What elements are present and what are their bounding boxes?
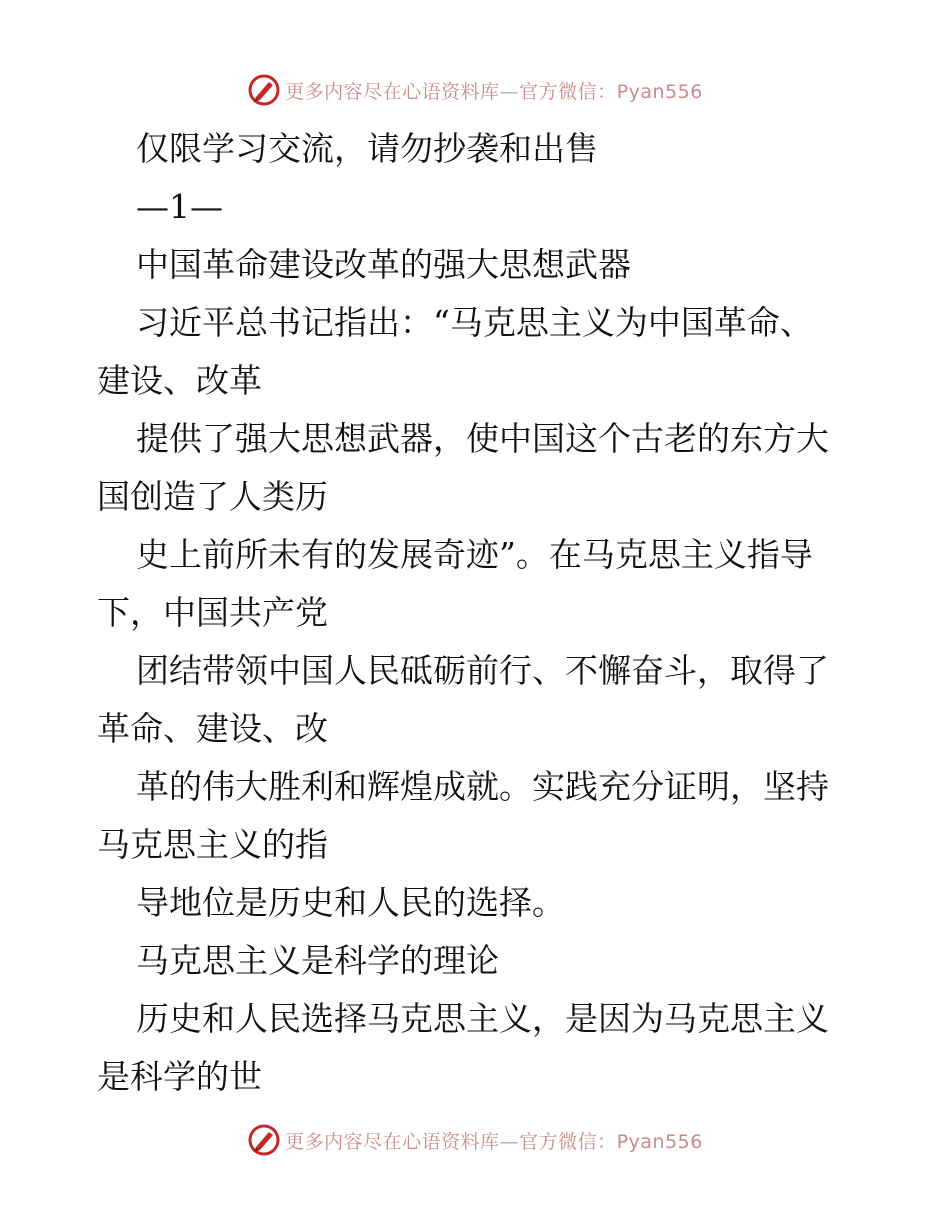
watermark-text: 更多内容尽在心语资料库—官方微信：Pyan556 — [285, 1130, 703, 1153]
paragraph-line: 习近平总书记指出：“马克思主义为中国革命、 — [136, 303, 813, 342]
paragraph-line: 仅限学习交流，请勿抄袭和出售 — [136, 129, 598, 168]
section-heading: 马克思主义是科学的理论 — [136, 941, 499, 980]
paragraph-line: 导地位是历史和人民的选择。 — [136, 883, 565, 922]
paragraph-line: 革的伟大胜利和辉煌成就。实践充分证明，坚持 — [136, 767, 829, 806]
paragraph-line: 下，中国共产党 — [97, 593, 328, 632]
paragraph-line: 团结带领中国人民砥砺前行、不懈奋斗，取得了 — [136, 651, 829, 690]
paragraph-line: 史上前所未有的发展奇迹”。在马克思主义指导 — [136, 535, 813, 574]
header-watermark — [0, 70, 950, 110]
section-heading: 中国革命建设改革的强大思想武器 — [136, 245, 631, 284]
paragraph-line: 建设、改革 — [97, 361, 262, 400]
library-logo-icon — [247, 73, 281, 107]
paragraph-line: 历史和人民选择马克思主义，是因为马克思主义 — [136, 999, 829, 1038]
footer-watermark — [0, 1120, 950, 1160]
paragraph-line: 国创造了人类历 — [97, 477, 328, 516]
watermark-text: 更多内容尽在心语资料库—官方微信：Pyan556 — [285, 80, 703, 103]
library-logo-icon — [247, 1123, 281, 1157]
paragraph-line: 提供了强大思想武器，使中国这个古老的东方大 — [136, 419, 829, 458]
paragraph-line: 马克思主义的指 — [97, 825, 328, 864]
document-body — [97, 120, 857, 1106]
paragraph-line: 革命、建设、改 — [97, 709, 328, 748]
paragraph-line: 是科学的世 — [97, 1057, 262, 1096]
page-number: —1— — [136, 187, 223, 226]
